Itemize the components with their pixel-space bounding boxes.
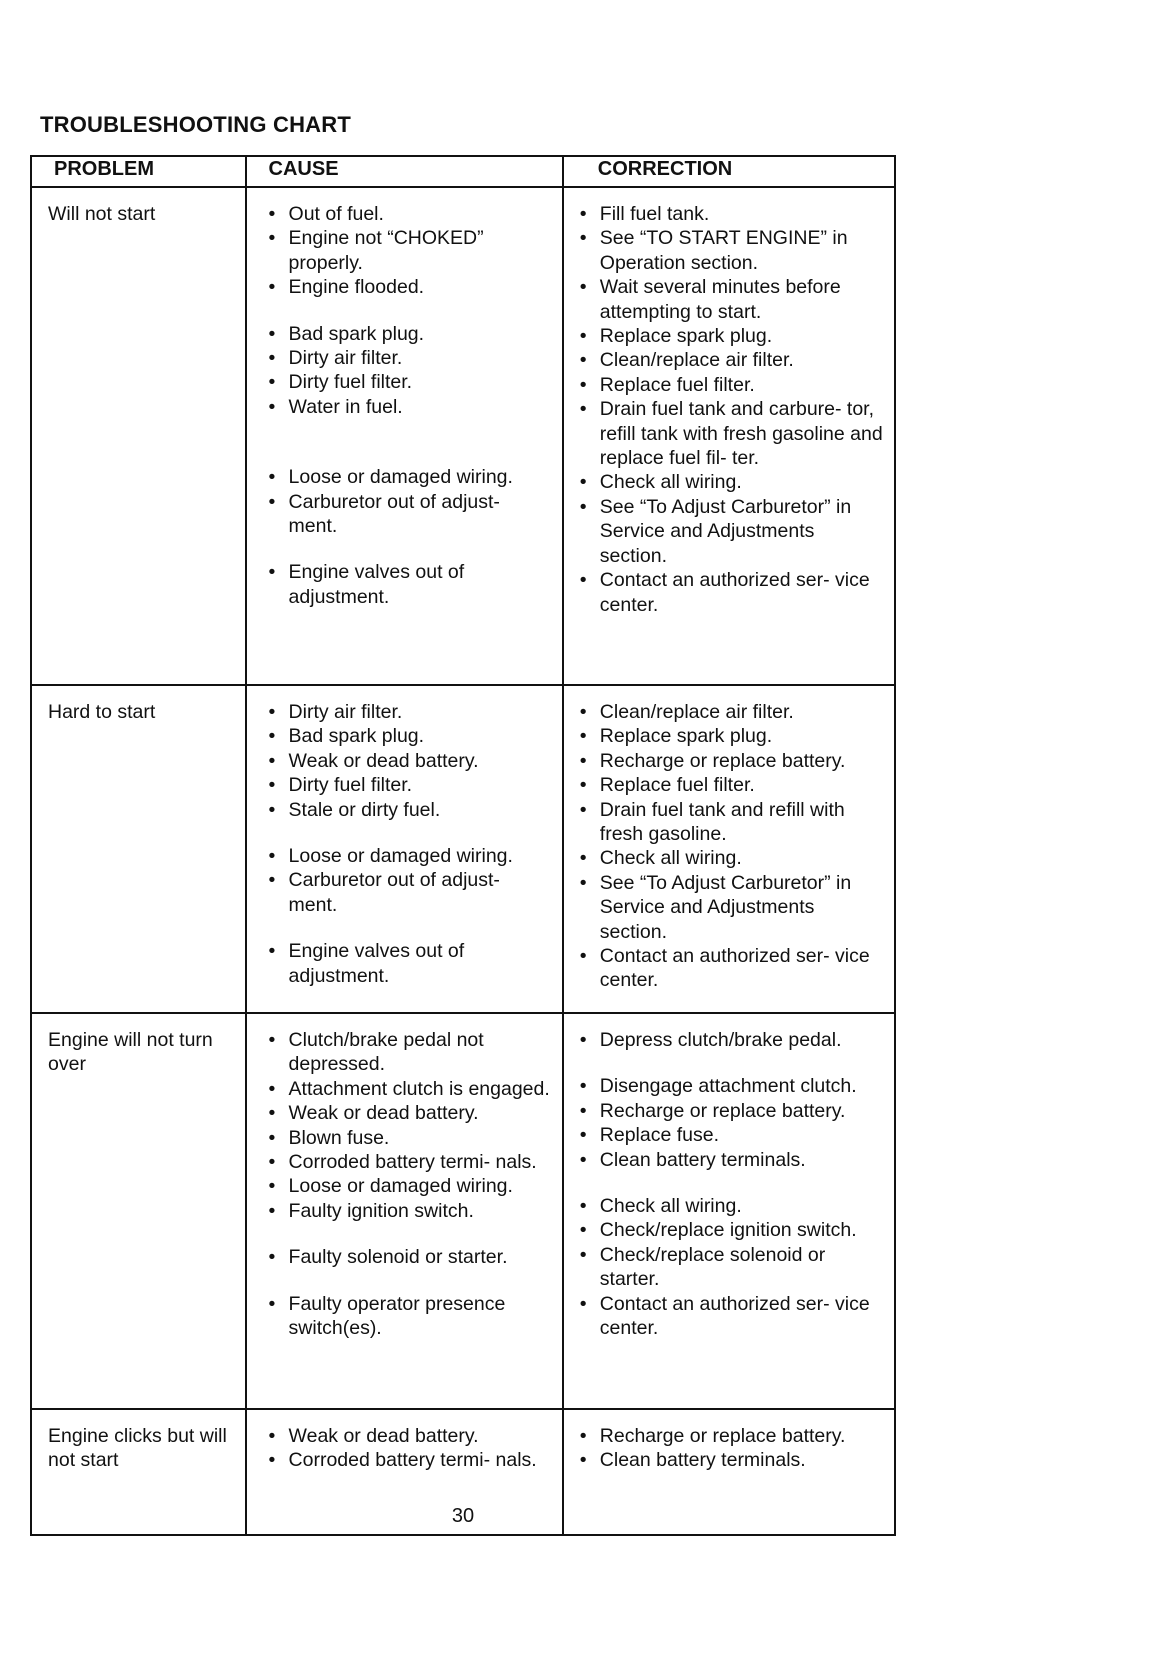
cause-item: • Blown fuse.	[265, 1126, 552, 1150]
correction-list	[576, 202, 886, 617]
cause-list	[265, 700, 552, 988]
cause-item: • Dirty air filter.	[265, 346, 552, 370]
cause-item: • Carburetor out of adjust- ment.	[265, 868, 552, 917]
correction-item: • Clean/replace air filter.	[576, 700, 886, 724]
correction-item: • Check/replace ignition switch.	[576, 1218, 886, 1242]
correction-item: • Replace spark plug.	[576, 324, 886, 348]
correction-list	[576, 1028, 886, 1340]
cause-item: • Clutch/brake pedal not depressed.	[265, 1028, 552, 1077]
correction-item: • Recharge or replace battery.	[576, 1099, 886, 1123]
cause-cell	[246, 1013, 563, 1409]
cause-item: • Faulty solenoid or starter.	[265, 1245, 552, 1269]
correction-item: • Check all wiring.	[576, 846, 886, 870]
cause-item: • Weak or dead battery.	[265, 1424, 552, 1448]
cause-item: • Out of fuel.	[265, 202, 552, 226]
cause-item: • Weak or dead battery.	[265, 749, 552, 773]
cause-item: • Stale or dirty fuel.	[265, 798, 552, 822]
correction-item: • Contact an authorized ser- vice center.	[576, 1292, 886, 1341]
cause-item: • Weak or dead battery.	[265, 1101, 552, 1125]
correction-item: • Clean/replace air filter.	[576, 348, 886, 372]
correction-item: • Disengage attachment clutch.	[576, 1074, 886, 1098]
cause-item: • Loose or damaged wiring.	[265, 844, 552, 868]
cause-item: • Faulty operator presence switch(es).	[265, 1292, 552, 1341]
correction-item: • Wait several minutes before attempting to start.	[576, 275, 886, 324]
table-row	[31, 1013, 895, 1409]
correction-item: • Clean battery terminals.	[576, 1448, 886, 1472]
problem-cell: Engine clicks but will not start	[31, 1409, 246, 1535]
correction-item: • Replace spark plug.	[576, 724, 886, 748]
correction-item: • See “To Adjust Carburetor” in Service and Adjustments section.	[576, 495, 886, 568]
table-row	[31, 685, 895, 1013]
cause-item: • Loose or damaged wiring.	[265, 465, 552, 489]
correction-item: • See “TO START ENGINE” in Operation section.	[576, 226, 886, 275]
header-row	[31, 156, 895, 187]
problem-cell: Engine will not turn over	[31, 1013, 246, 1409]
chart-title: TROUBLESHOOTING CHART	[40, 112, 351, 137]
cause-list	[265, 1028, 552, 1340]
cause-item: • Corroded battery termi- nals.	[265, 1448, 552, 1472]
correction-item: • Check/replace solenoid or starter.	[576, 1243, 886, 1292]
page-number: 30	[451, 1505, 475, 1527]
correction-item: • Replace fuse.	[576, 1123, 886, 1147]
correction-list	[576, 1424, 886, 1473]
cause-item: • Water in fuel.	[265, 395, 552, 419]
correction-item: • Drain fuel tank and refill with fresh gasoline.	[576, 798, 886, 847]
correction-item: • Check all wiring.	[576, 470, 886, 494]
problem-header: PROBLEM	[31, 156, 246, 187]
problem-cell: Hard to start	[31, 685, 246, 1013]
cause-item: • Engine not “CHOKED” properly.	[265, 226, 552, 275]
correction-cell	[563, 1013, 895, 1409]
cause-cell	[246, 685, 563, 1013]
correction-list	[576, 700, 886, 993]
troubleshooting-table	[30, 155, 896, 1536]
cause-item: • Engine flooded.	[265, 275, 552, 299]
cause-item: • Carburetor out of adjust- ment.	[265, 490, 552, 539]
cause-item: • Attachment clutch is engaged.	[265, 1077, 552, 1101]
correction-item: • Contact an authorized ser- vice center.	[576, 568, 886, 617]
correction-header: CORRECTION	[563, 156, 895, 187]
cause-header: CAUSE	[246, 156, 563, 187]
cause-list	[265, 1424, 552, 1473]
correction-item: • Check all wiring.	[576, 1194, 886, 1218]
correction-item: • Replace fuel filter.	[576, 773, 886, 797]
cause-item: • Bad spark plug.	[265, 724, 552, 748]
cause-list	[265, 202, 552, 609]
cause-item: • Dirty fuel filter.	[265, 773, 552, 797]
correction-item: • Depress clutch/brake pedal.	[576, 1028, 886, 1052]
cause-cell	[246, 187, 563, 685]
cause-item: • Loose or damaged wiring.	[265, 1174, 552, 1198]
cause-item: • Engine valves out of adjustment.	[265, 560, 552, 609]
cause-item: • Engine valves out of adjustment.	[265, 939, 552, 988]
correction-item: • Recharge or replace battery.	[576, 1424, 886, 1448]
table-row	[31, 187, 895, 685]
cause-item: • Corroded battery termi- nals.	[265, 1150, 552, 1174]
correction-item: • Recharge or replace battery.	[576, 749, 886, 773]
cause-item: • Faulty ignition switch.	[265, 1199, 552, 1223]
correction-item: • Replace fuel filter.	[576, 373, 886, 397]
cause-item: • Dirty air filter.	[265, 700, 552, 724]
correction-item: • See “To Adjust Carburetor” in Service and Adjustments section.	[576, 871, 886, 944]
cause-item: • Dirty fuel filter.	[265, 370, 552, 394]
correction-item: • Drain fuel tank and carbure- tor, refill tank with fresh gasoline and replace fuel fil- ter.	[576, 397, 886, 470]
correction-item: • Fill fuel tank.	[576, 202, 886, 226]
correction-cell	[563, 187, 895, 685]
correction-cell	[563, 685, 895, 1013]
correction-item: • Contact an authorized ser- vice center.	[576, 944, 886, 993]
correction-item: • Clean battery terminals.	[576, 1148, 886, 1172]
problem-cell: Will not start	[31, 187, 246, 685]
cause-item: • Bad spark plug.	[265, 322, 552, 346]
